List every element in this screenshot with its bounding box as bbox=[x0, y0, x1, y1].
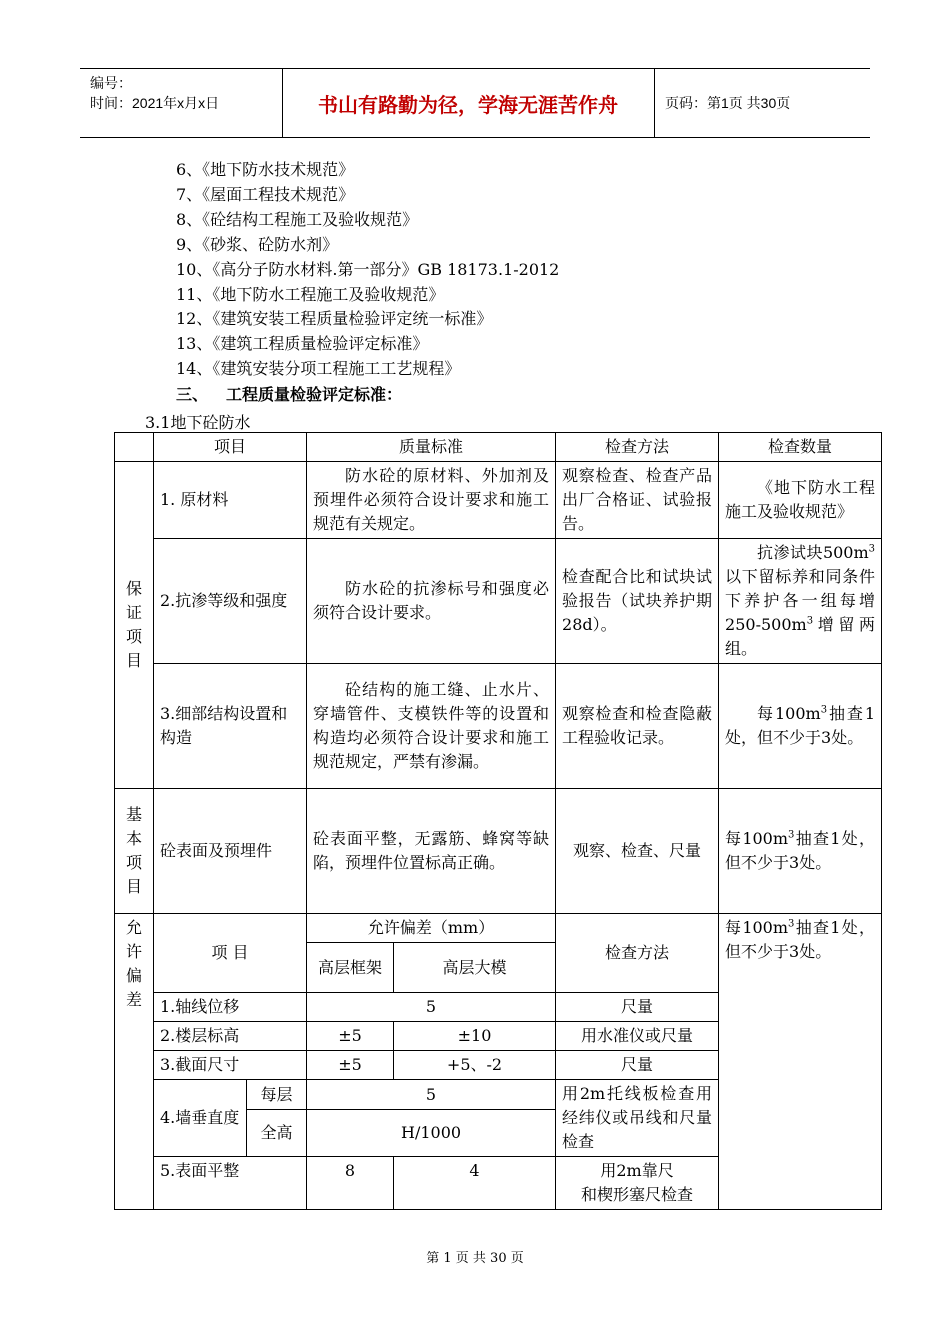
quantity-cell bbox=[719, 664, 882, 789]
quantity-cell bbox=[719, 539, 882, 664]
list-item: 8、《砼结构工程施工及验收规范》 bbox=[176, 209, 419, 229]
subsection-heading: 3.1地下砼防水 bbox=[145, 413, 251, 432]
method-line: 和楔形塞尺检查 bbox=[581, 1185, 694, 1204]
item-cell: 2.抗渗等级和强度 bbox=[154, 539, 307, 664]
standard-cell: 防水砼的原材料、外加剂及预埋件必须符合设计要求和施工规范有关规定。 bbox=[307, 462, 556, 539]
item-cell: 砼表面及预埋件 bbox=[154, 789, 307, 914]
page-counter: 页码：第1页 共30页 bbox=[665, 95, 791, 111]
quantity-text: 抽查1处，但不少于3处。 bbox=[725, 918, 876, 961]
list-item: 14、《建筑安装分项工程施工工艺规程》 bbox=[176, 359, 461, 379]
col-header-standard: 质量标准 bbox=[307, 433, 556, 462]
list-item: 10、《高分子防水材料.第一部分》GB 18173.1-2012 bbox=[176, 259, 560, 279]
value-cell: 8 bbox=[307, 1157, 394, 1210]
quantity-text: 每100m bbox=[725, 918, 789, 937]
standard-cell: 防水砼的抗渗标号和强度必须符合设计要求。 bbox=[307, 539, 556, 664]
header-meta bbox=[80, 69, 283, 137]
item-cell: 5.表面平整 bbox=[154, 1157, 307, 1210]
list-item: 13、《建筑工程质量检验评定标准》 bbox=[176, 334, 429, 354]
list-item: 9、《砂浆、砼防水剂》 bbox=[176, 234, 339, 254]
value-cell: ±5 bbox=[307, 1022, 394, 1051]
col-header-method: 检查方法 bbox=[556, 433, 719, 462]
tolerance-method-header: 检查方法 bbox=[556, 914, 719, 993]
item-cell: 4.墙垂直度 bbox=[154, 1080, 247, 1157]
superscript-3: 3 bbox=[820, 704, 828, 716]
col-header-frame: 高层框架 bbox=[307, 943, 394, 993]
method-cell: 用2m托线板检查用经纬仪或吊线和尺量检查 bbox=[556, 1080, 719, 1157]
item-cell: 1. 原材料 bbox=[154, 462, 307, 539]
method-cell: 尺量 bbox=[556, 1051, 719, 1080]
item-cell: 3.截面尺寸 bbox=[154, 1051, 307, 1080]
col-header-quantity: 检查数量 bbox=[719, 433, 882, 462]
method-cell: 用水准仪或尺量 bbox=[556, 1022, 719, 1051]
page-footer: 第 1 页 共 30 页 bbox=[426, 1251, 524, 1266]
quantity-text: 抗渗试块500m bbox=[757, 543, 869, 562]
method-cell: 观察、检查、尺量 bbox=[556, 789, 719, 914]
motto: 书山有路勤为径，学海无涯苦作舟 bbox=[282, 69, 655, 137]
value-cell: +5、-2 bbox=[394, 1051, 556, 1080]
method-line: 用2m靠尺 bbox=[600, 1161, 674, 1180]
col-header-form: 高层大模 bbox=[394, 943, 556, 993]
table-row bbox=[115, 539, 882, 664]
value-cell: 5 bbox=[307, 1080, 556, 1110]
superscript-3: 3 bbox=[788, 829, 795, 841]
value-cell: ±10 bbox=[394, 1022, 556, 1051]
list-item: 7、《屋面工程技术规范》 bbox=[176, 184, 355, 204]
guarantee-group-label: 保 证 项 目 bbox=[115, 462, 154, 789]
method-cell: 尺量 bbox=[556, 993, 719, 1022]
tolerance-group-label: 允 许 偏 差 bbox=[115, 914, 154, 1210]
value-cell: 5 bbox=[307, 993, 556, 1022]
date-label: 时间：2021年x月x日 bbox=[90, 95, 220, 111]
list-item: 6、《地下防水技术规范》 bbox=[176, 160, 355, 179]
superscript-3: 3 bbox=[788, 918, 795, 930]
tolerance-deviation-header: 允许偏差（mm） bbox=[307, 914, 556, 943]
quality-standard-table bbox=[114, 432, 882, 1210]
superscript-3: 3 bbox=[806, 615, 814, 627]
value-cell: 4 bbox=[394, 1157, 556, 1210]
section-title: 工程质量检验评定标准： bbox=[226, 385, 403, 404]
table-row bbox=[115, 462, 882, 539]
col-header-item: 项目 bbox=[154, 433, 307, 462]
quantity-text: 增留两组。 bbox=[725, 615, 876, 658]
method-cell: 观察检查和检查隐蔽工程验收记录。 bbox=[556, 664, 719, 789]
standard-cell: 砼结构的施工缝、止水片、穿墙管件、支模铁件等的设置和构造均必须符合设计要求和施工规范规定，严禁有渗漏。 bbox=[307, 664, 556, 789]
item-cell: 2.楼层标高 bbox=[154, 1022, 307, 1051]
table-row bbox=[115, 789, 882, 914]
table-row bbox=[115, 914, 882, 943]
quantity-text: 抽查1处，但不少于3处。 bbox=[725, 704, 876, 747]
list-item: 12、《建筑安装工程质量检验评定统一标准》 bbox=[176, 309, 493, 329]
sub-item-cell: 全高 bbox=[247, 1110, 307, 1157]
list-item: 11、《地下防水工程施工及验收规范》 bbox=[176, 284, 445, 304]
quantity-cell: 《地下防水工程施工及验收规范》 bbox=[719, 462, 882, 539]
item-cell: 3.细部结构设置和构造 bbox=[154, 664, 307, 789]
value-cell: ±5 bbox=[307, 1051, 394, 1080]
quantity-cell bbox=[719, 914, 882, 1210]
section-number: 三、 bbox=[176, 385, 209, 404]
document-number-label: 编号： bbox=[90, 75, 132, 91]
quantity-text: 抽查1处，但不少于3处。 bbox=[725, 829, 876, 872]
superscript-3: 3 bbox=[868, 543, 876, 555]
page-header bbox=[80, 68, 870, 138]
method-cell: 检查配合比和试块试验报告（试块养护期28d）。 bbox=[556, 539, 719, 664]
item-cell: 1.轴线位移 bbox=[154, 993, 307, 1022]
quantity-cell bbox=[719, 789, 882, 914]
method-cell: 观察检查、检查产品出厂合格证、试验报告。 bbox=[556, 462, 719, 539]
section-heading bbox=[176, 382, 402, 405]
quantity-text: 以下留标养和同条件下养护各一组每增250-500m bbox=[725, 567, 876, 634]
method-cell bbox=[556, 1157, 719, 1210]
reference-list bbox=[176, 158, 559, 382]
sub-item-cell: 每层 bbox=[247, 1080, 307, 1110]
standard-cell: 砼表面平整，无露筋、蜂窝等缺陷，预埋件位置标高正确。 bbox=[307, 789, 556, 914]
quantity-text: 每100m bbox=[725, 829, 789, 848]
basic-group-label: 基 本 项 目 bbox=[115, 789, 154, 914]
tolerance-item-header: 项 目 bbox=[154, 914, 307, 993]
quantity-text: 每100m bbox=[757, 704, 821, 723]
table-row bbox=[115, 664, 882, 789]
value-cell: H/1000 bbox=[307, 1110, 556, 1157]
table-header-row bbox=[115, 433, 882, 462]
